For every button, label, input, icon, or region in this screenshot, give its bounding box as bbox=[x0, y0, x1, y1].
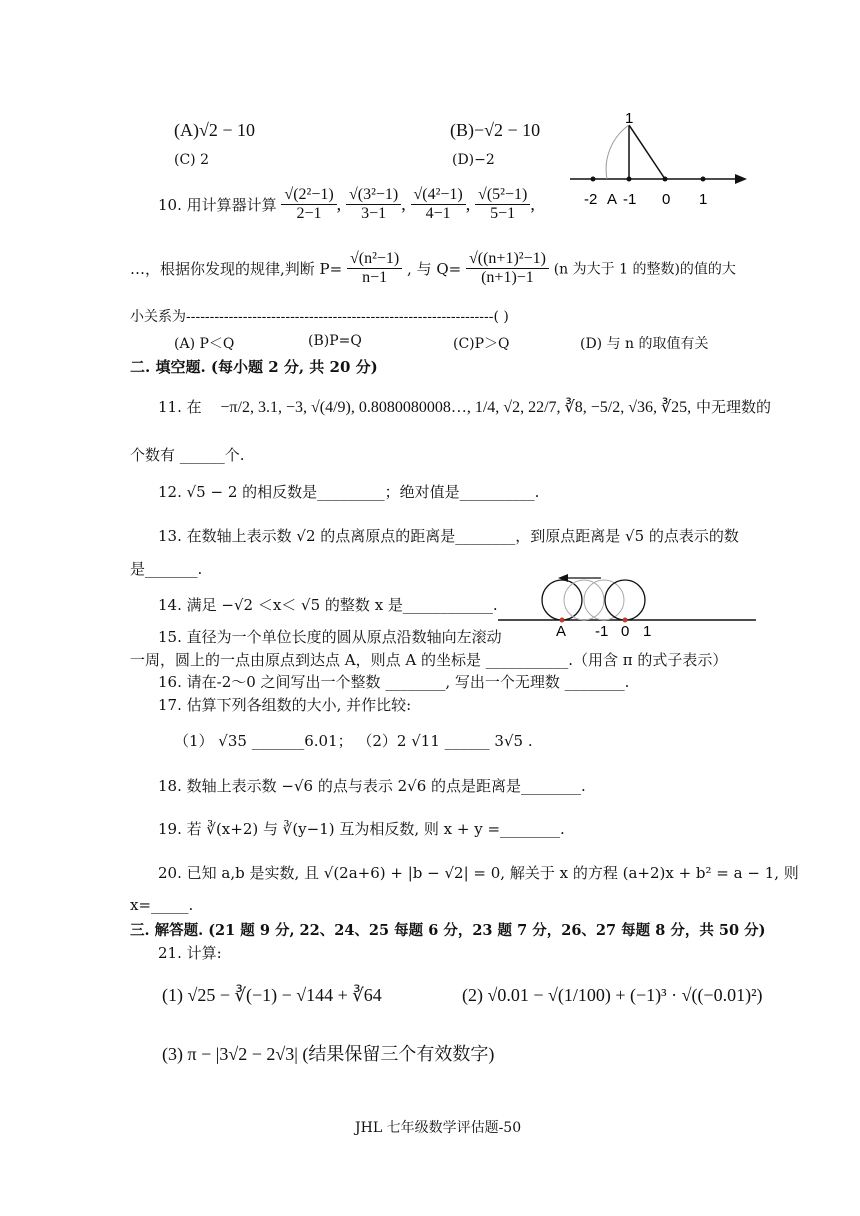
q9-number-line-figure bbox=[565, 105, 750, 210]
figure-label-one: 1 bbox=[699, 191, 708, 208]
q13-line2: 是_______. bbox=[130, 560, 203, 578]
q21-part-1: (1) √25 − ∛(−1) − √144 + ∛64 bbox=[162, 985, 382, 1005]
figure-label-zero: 0 bbox=[662, 191, 671, 208]
q10-frac-2: $\frac{\text{√(3²−1)}}{3-1}$ bbox=[346, 186, 401, 223]
q15-label-a: A bbox=[556, 623, 567, 640]
q21-part-2: (2) √0.01 − √(1/100) + (−1)³ · √((−0.01)²) bbox=[462, 985, 763, 1005]
q17-line1: 17. 估算下列各组数的大小, 并作比较: bbox=[158, 696, 412, 714]
q21-part-3: (3) π − |3√2 − 2√3| (结果保留三个有效数字) bbox=[162, 1044, 495, 1064]
q10-frac-4: $\frac{\text{√(5²−1)}}{5-1}$ bbox=[475, 186, 530, 223]
q15-line2: 一周，圆上的一点由原点到达点 A，则点 A 的坐标是 ___________.（用含 π 的式子表示） bbox=[130, 651, 728, 669]
q10-option-b: (B)P=Q bbox=[308, 333, 362, 349]
q9-option-b: (B)−√2 − 10 bbox=[450, 120, 541, 140]
q17-line2: （1） √35 _______6.01； （2）2 √11 ______ 3√5 . bbox=[174, 732, 533, 750]
figure-label-neg1: -1 bbox=[623, 191, 637, 208]
figure-label-top: 1 bbox=[625, 110, 634, 127]
q10-frac-3: $\frac{\text{√(4²−1)}}{4-1}$ bbox=[411, 186, 466, 223]
q15-label-zero: 0 bbox=[621, 623, 630, 640]
q10-line1: 10. 用计算器计算 $\frac{\text{√(2²−1)}}{2-1}$ , $\frac{\text{√(3²−1)}}{3-1}$ , $\frac{\text{√(4²−1)}}{4-1}$ , $\frac{\text{√(5²−1)}}{5-1}$ , bbox=[158, 186, 535, 222]
q12: 12. √5 − 2 的相反数是_________；绝对值是__________. bbox=[158, 483, 540, 501]
q10-line3: 小关系为-----------------------------------------------------------------( ) bbox=[130, 309, 509, 325]
figure-label-a: A bbox=[607, 191, 618, 208]
q10-option-c: (C)P＞Q bbox=[453, 336, 510, 352]
q16: 16. 请在-2～0 之间写出一个整数 ________, 写出一个无理数 ________. bbox=[158, 673, 630, 691]
q10-option-d: (D) 与 n 的取值有关 bbox=[580, 336, 709, 352]
q10-q-fraction: $\frac{\text{√((n+1)²−1)}}{(n+1)-1}$ bbox=[466, 250, 549, 287]
section-3-heading: 三. 解答题. (21 题 9 分, 22、24、25 每题 6 分，23 题 7 分，26、27 每题 8 分，共 50 分) bbox=[130, 922, 766, 939]
q11-number-list: −π/2, 3.1, −3, √(4/9), 0.8080080008…, 1/4, √2, 22/7, ∛8, −5/2, √36, ∛25, bbox=[220, 399, 692, 416]
q20-line1: 20. 已知 a,b 是实数, 且 √(2a+6) + |b − √2| = 0, 解关于 x 的方程 (a+2)x + b² = a − 1, 则 bbox=[158, 864, 799, 882]
q10-p-fraction: $\frac{\text{√(n²−1)}}{n-1}$ bbox=[347, 250, 402, 287]
figure-label-neg2: -2 bbox=[584, 191, 598, 208]
q13-line1: 13. 在数轴上表示数 √2 的点离原点的距离是________，到原点距离是 √5 的点表示的数 bbox=[158, 527, 739, 545]
q20-line2: x=_____. bbox=[130, 896, 194, 914]
section-2-heading: 二. 填空题. (每小题 2 分, 共 20 分) bbox=[130, 358, 378, 376]
q15-label-one: 1 bbox=[643, 623, 652, 640]
q15-rolling-circle-figure bbox=[498, 568, 760, 640]
q9-option-d: (D)−2 bbox=[452, 152, 495, 168]
q9-option-a: (A)√2 − 10 bbox=[174, 120, 256, 140]
q14: 14. 满足 −√2 ＜x＜ √5 的整数 x 是____________. bbox=[158, 596, 498, 614]
q21-lead: 21. 计算: bbox=[158, 944, 222, 962]
q9-option-c: (C) 2 bbox=[174, 152, 209, 168]
q10-lead: 10. 用计算器计算 bbox=[158, 196, 277, 214]
q10-frac-1: $\frac{\text{√(2²−1)}}{2-1}$ bbox=[281, 186, 336, 223]
q18: 18. 数轴上表示数 −√6 的点与表示 2√6 的点是距离是________. bbox=[158, 777, 586, 795]
q11-line2: 个数有 ______个. bbox=[130, 446, 245, 464]
q11-line1: 11. 在 −π/2, 3.1, −3, √(4/9), 0.8080080008…, 1/4, √2, 22/7, ∛8, −5/2, √36, ∛25, 中无理数的 bbox=[158, 398, 771, 416]
page-footer: JHL 七年级数学评估题-50 bbox=[355, 1120, 522, 1136]
q10-line2: …，根据你发现的规律,判断 P= $\frac{\text{√(n²−1)}}{n-1}$ , 与 Q= $\frac{\text{√((n+1)²−1)}}{(n+1)-1}$ (n 为大于 1 的整数)的值的大 bbox=[130, 250, 736, 286]
q10-option-a: (A) P＜Q bbox=[174, 336, 235, 352]
q19: 19. 若 ∛(x+2) 与 ∛(y−1) 互为相反数, 则 x + y =________. bbox=[158, 820, 565, 838]
q15-label-neg1: -1 bbox=[595, 623, 609, 640]
q15-line1: 15. 直径为一个单位长度的圆从原点沿数轴向左滚动 bbox=[158, 628, 502, 646]
